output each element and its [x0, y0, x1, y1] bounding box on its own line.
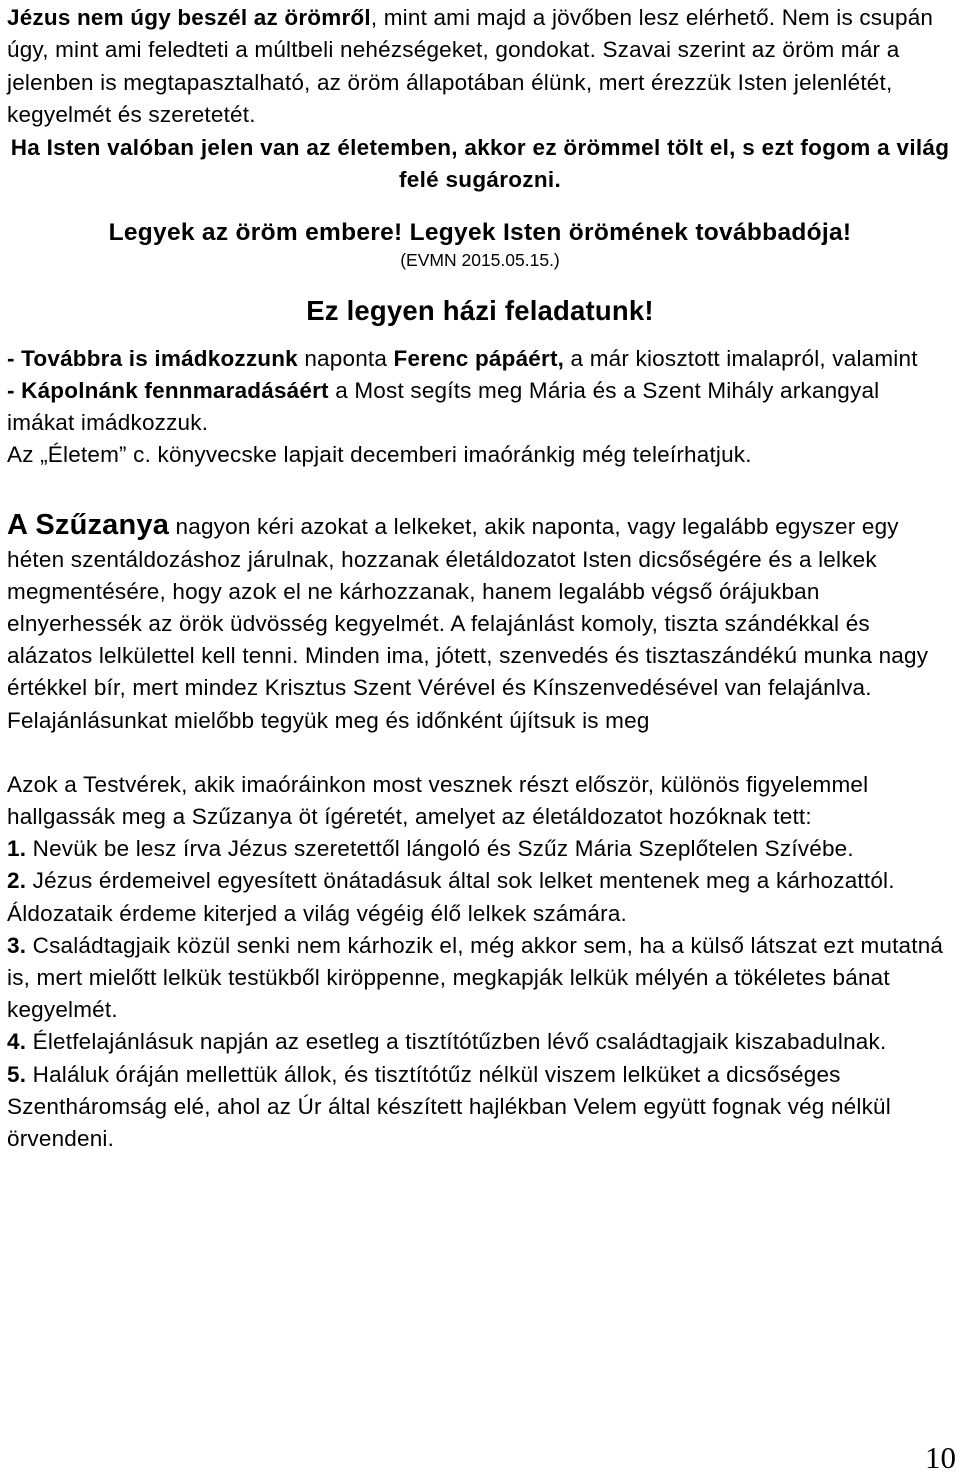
promise-text: Nevük be lesz írva Jézus szeretettől lángoló és Szűz Mária Szeplőtelen Szívébe.: [26, 836, 854, 862]
document-page: [7, 0, 953, 1155]
promise-item: [7, 865, 953, 929]
task-pope-text: naponta: [297, 345, 394, 371]
promise-number: 2.: [7, 868, 27, 894]
szuzanya-head: A Szűzanya: [7, 509, 170, 542]
promise-text: Családtagjaik közül senki nem kárhozik el, még akkor sem, ha a külső látszat ezt mutatná is, mert mielőtt lelkük testükből kiröppenne, megkapják lelkük mélyén a tökéletes bánat kegyelmét.: [7, 932, 944, 1023]
intro-paragraph: [7, 0, 953, 132]
promise-text: Életfelajánlásuk napján az esetleg a tisztítótűzben lévő családtagjaik kiszabadulnak.: [26, 1029, 887, 1055]
promise-number: 3.: [7, 932, 27, 958]
task-chapel: [7, 375, 953, 439]
task-pope-bold: - Továbbra is imádkozzunk: [7, 345, 298, 371]
promise-number: 5.: [7, 1061, 27, 1087]
intro-text: , mint ami majd a jövőben lesz elérhető. Nem is csupán úgy, mint ami feledteti a múltbeli nehézségeket, gondokat. Szavai szerint az öröm már a jelenben is megtapasztalható, az öröm állapotában élünk, mert érezzük Isten jelenlétét, kegyelmét és szeretetét.: [7, 5, 934, 128]
homework-title: Ez legyen házi feladatunk!: [306, 294, 654, 326]
task-pope: [7, 343, 953, 375]
legyek-heading: Legyek az öröm embere! Legyek Isten örömének továbbadója!: [108, 218, 852, 246]
szuzanya-body: nagyon kéri azokat a lelkeket, akik naponta, vagy legalább egyszer egy héten szentáldozáshoz járulnak, hozzanak életáldozatot Isten dicsőségére és a lelkek megmentésére, hogy azok el ne kárhozzanak, hanem legalább végső órájukban elnyerhessék az örök üdvösség kegyelmét. A felajánlást komoly, tiszta szándékkal és alázatos lelkülettel kell tenni. Minden ima, jótett, szenvedés és tisztaszándékú munka nagy értékkel bír, mert mindez Krisztus Szent Vérével és Kínszenvedésével van felajánlva. Felajánlásunkat mielőbb tegyük meg és időnként újítsuk is meg: [7, 514, 929, 733]
centered-bold-statement: Ha Isten valóban jelen van az életemben, akkor ez örömmel tölt el, s ezt fogom a világ felé sugározni.: [10, 134, 950, 193]
promises-section: [7, 769, 953, 1155]
task-chapel-text: a Most segíts meg Mária és a Szent Mihály arkangyal imákat imádkozzuk.: [7, 377, 880, 436]
promise-text: Jézus érdemeivel egyesített önátadásuk által sok lelket mentenek meg a kárhozattól. Áldozataik érdeme kiterjed a világ végéig élő lelkek számára.: [7, 868, 895, 926]
promise-item: [7, 1059, 953, 1156]
szuzanya-paragraph: [7, 509, 953, 736]
promise-item: [7, 833, 953, 865]
promise-number: 1.: [7, 836, 27, 862]
task-chapel-bold: - Kápolnánk fennmaradásáért: [7, 377, 329, 403]
promise-item: [7, 1026, 953, 1058]
intro-lead: Jézus nem úgy beszél az örömről: [7, 5, 371, 30]
task-pope-rest: a már kiosztott imalapról, valamint: [564, 345, 918, 371]
page-number: 10: [925, 1440, 956, 1475]
promise-text: Haláluk óráján mellettük állok, és tisztítótűz nélkül viszem lelküket a dicsőséges Szentháromság elé, ahol az Úr által készített hajlékban Velem együtt fognak vég nélkül örvendeni.: [7, 1061, 891, 1152]
promise-item: [7, 930, 953, 1027]
task-list: [7, 343, 953, 472]
promise-number: 4.: [7, 1029, 27, 1055]
promises-intro: Azok a Testvérek, akik imaóráinkon most vesznek részt először, különös figyelemmel hallgassák meg a Szűzanya öt ígéretét, amelyet az életáldozatot hozóknak tett:: [7, 771, 869, 830]
reference-citation: (EVMN 2015.05.15.): [400, 249, 560, 270]
task-booklet: Az „Életem” c. könyvecske lapjait decemberi imaóránkig még teleírhatjuk.: [7, 442, 752, 468]
task-pope-name: Ferenc pápáért,: [393, 345, 565, 371]
